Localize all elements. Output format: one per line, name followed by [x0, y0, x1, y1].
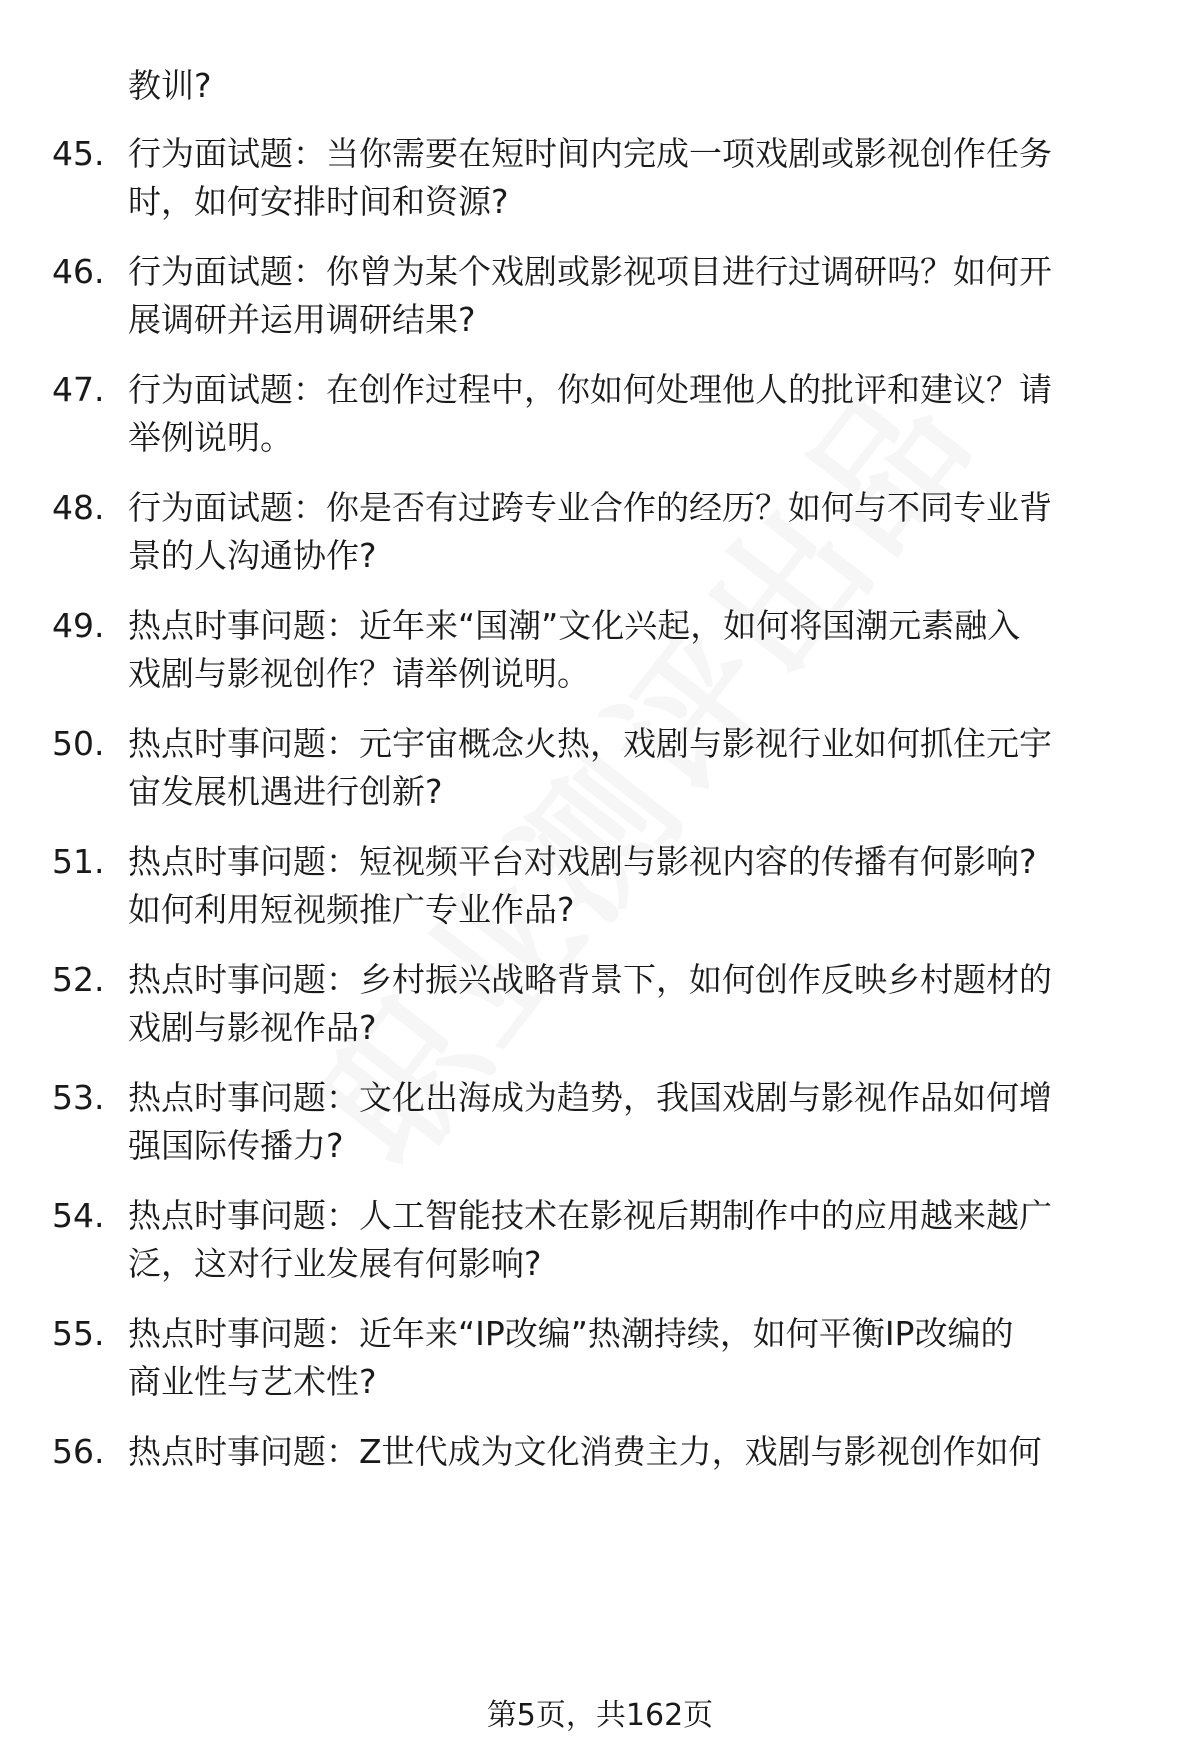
item-line: 热点时事问题：短视频平台对戏剧与影视内容的传播有何影响?	[128, 842, 1037, 881]
item-line: 热点时事问题：近年来“国潮”文化兴起，如何将国潮元素融入	[128, 606, 1021, 645]
item-text	[128, 130, 1138, 226]
item-number: 55.	[52, 1314, 105, 1353]
item-text	[128, 366, 1138, 462]
item-number: 47.	[52, 370, 105, 409]
item-line: 强国际传播力?	[128, 1126, 344, 1165]
item-text	[128, 720, 1138, 816]
item-line: 行为面试题：你曾为某个戏剧或影视项目进行过调研吗？如何开	[128, 252, 1052, 291]
item-line: 展调研并运用调研结果?	[128, 300, 476, 339]
item-number: 50.	[52, 724, 105, 763]
item-line: 热点时事问题：元宇宙概念火热，戏剧与影视行业如何抓住元宇	[128, 724, 1052, 763]
item-number: 54.	[52, 1196, 105, 1235]
item-text	[128, 956, 1138, 1052]
item-line: 行为面试题：当你需要在短时间内完成一项戏剧或影视创作任务	[128, 134, 1052, 173]
item-line: 时，如何安排时间和资源?	[128, 182, 509, 221]
item-number: 52.	[52, 960, 105, 999]
item-line: 热点时事问题：Z世代成为文化消费主力，戏剧与影视创作如何	[128, 1432, 1042, 1471]
item-number: 48.	[52, 488, 105, 527]
item-text	[128, 602, 1138, 698]
item-number: 56.	[52, 1432, 105, 1471]
item-text	[128, 1310, 1138, 1406]
item-text	[128, 838, 1138, 934]
item-line: 热点时事问题：人工智能技术在影视后期制作中的应用越来越广	[128, 1196, 1052, 1235]
item-line: 景的人沟通协作?	[128, 536, 377, 575]
item-number: 53.	[52, 1078, 105, 1117]
item-line: 行为面试题：你是否有过跨专业合作的经历？如何与不同专业背	[128, 488, 1052, 527]
item-line: 热点时事问题：近年来“IP改编”热潮持续，如何平衡IP改编的	[128, 1314, 1014, 1353]
item-number: 51.	[52, 842, 105, 881]
item-line: 如何利用短视频推广专业作品?	[128, 890, 575, 929]
item-line: 泛，这对行业发展有何影响?	[128, 1244, 542, 1283]
item-text	[128, 484, 1138, 580]
item-line: 行为面试题：在创作过程中，你如何处理他人的批评和建议？请	[128, 370, 1052, 409]
item-line: 戏剧与影视作品?	[128, 1008, 377, 1047]
item-line: 商业性与艺术性?	[128, 1362, 377, 1401]
item-number: 46.	[52, 252, 105, 291]
continuation-text: 教训?	[128, 66, 212, 105]
item-text	[128, 1428, 1138, 1476]
item-line: 举例说明。	[128, 418, 293, 457]
item-text	[128, 1192, 1138, 1288]
item-text	[128, 1074, 1138, 1170]
item-line: 热点时事问题：文化出海成为趋势，我国戏剧与影视作品如何增	[128, 1078, 1052, 1117]
item-text	[128, 248, 1138, 344]
page-footer: 第5页，共162页	[486, 1698, 714, 1733]
item-line: 宙发展机遇进行创新?	[128, 772, 443, 811]
item-line: 戏剧与影视创作？请举例说明。	[128, 654, 590, 693]
item-line: 热点时事问题：乡村振兴战略背景下，如何创作反映乡村题材的	[128, 960, 1052, 999]
item-number: 49.	[52, 606, 105, 645]
item-number: 45.	[52, 134, 105, 173]
